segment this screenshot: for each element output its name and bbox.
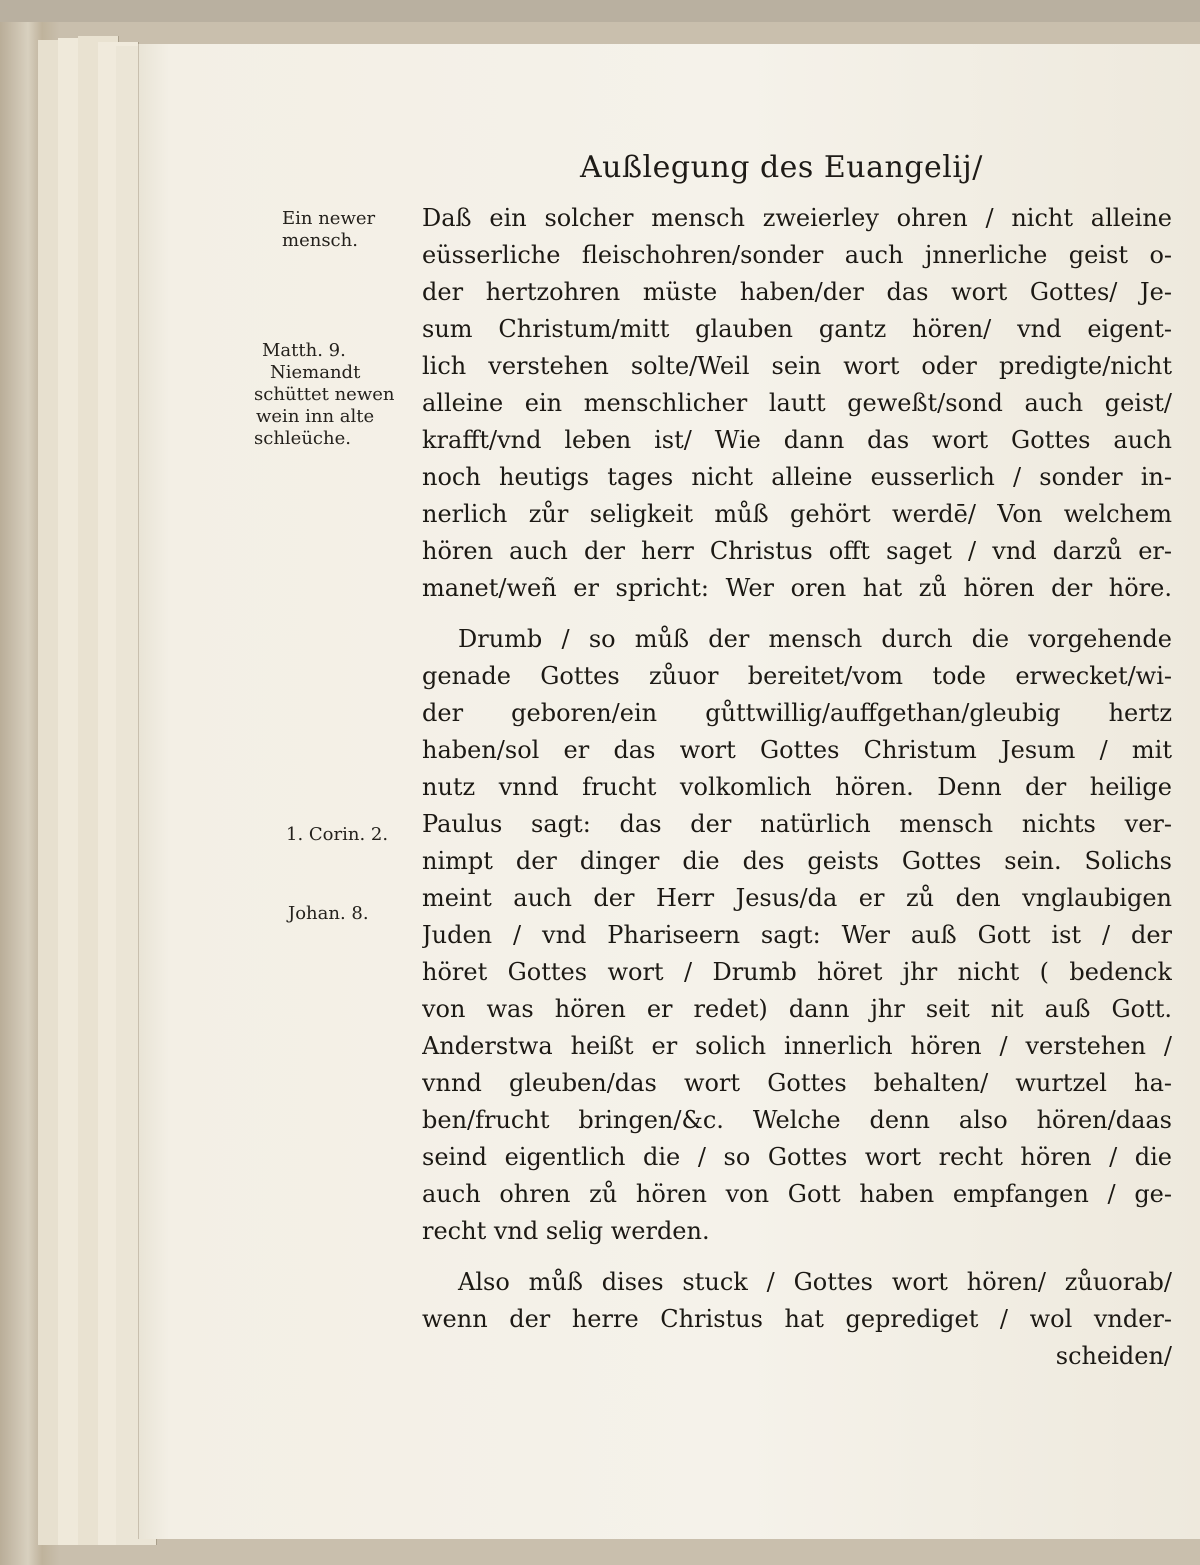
margin-note-line: Johan. 8. bbox=[288, 903, 369, 924]
text-line: nutz vnnd frucht volkomlich hören. Denn der heilige bbox=[422, 773, 1172, 801]
margin-note bbox=[282, 208, 375, 252]
margin-note-line: mensch. bbox=[282, 230, 358, 251]
text-line: eüsserliche fleischohren/sonder auch jnnerliche geist o- bbox=[422, 241, 1172, 269]
running-head: Außlegung des Euangelij/ bbox=[580, 150, 983, 185]
margin-note bbox=[286, 824, 388, 846]
margin-note-line: schüttet newen bbox=[254, 384, 395, 405]
text-line: Paulus sagt: das der natürlich mensch nichts ver- bbox=[422, 810, 1172, 838]
margin-note-line: wein inn alte bbox=[256, 406, 375, 427]
text-line: meint auch der Herr Jesus/da er zů den vnglaubigen bbox=[422, 884, 1172, 912]
margin-note-line: Matth. 9. bbox=[262, 340, 346, 361]
text-line: vnnd gleuben/das wort Gottes behalten/ wurtzel ha- bbox=[422, 1069, 1172, 1097]
text-line: alleine ein menschlicher lautt geweßt/sond auch geist/ bbox=[422, 389, 1172, 417]
margin-note bbox=[254, 340, 395, 450]
text-line: Anderstwa heißt er solich innerlich hören / verstehen / bbox=[422, 1032, 1172, 1060]
text-line: auch ohren zů hören von Gott haben empfangen / ge- bbox=[422, 1180, 1172, 1208]
paragraph bbox=[422, 621, 1172, 1250]
margin-note-line: 1. Corin. 2. bbox=[286, 824, 389, 845]
text-line: lich verstehen solte/Weil sein wort oder predigte/nicht bbox=[422, 352, 1172, 380]
text-line: seind eigentlich die / so Gottes wort recht hören / die bbox=[422, 1143, 1172, 1171]
text-line: genade Gottes zůuor bereitet/vom tode erwecket/wi- bbox=[422, 662, 1172, 690]
text-line: haben/sol er das wort Gottes Christum Jesum / mit bbox=[422, 736, 1172, 764]
text-line: Daß ein solcher mensch zweierley ohren / nicht alleine bbox=[422, 204, 1172, 232]
book-top-edge bbox=[0, 0, 1200, 22]
text-line: Also můß dises stuck / Gottes wort hören/ zůuorab/ bbox=[458, 1268, 1172, 1296]
text-line: ben/frucht bringen/&c. Welche denn also hören/daas bbox=[422, 1106, 1172, 1134]
text-line: manet/weñ er spricht: Wer oren hat zů hören der höre. bbox=[422, 574, 1172, 602]
margin-note-line: Niemandt bbox=[270, 362, 361, 383]
text-line: noch heutigs tages nicht alleine eusserlich / sonder in- bbox=[422, 463, 1172, 491]
text-line: von was hören er redet) dann jhr seit nit auß Gott. bbox=[422, 995, 1172, 1023]
catchword: scheiden/ bbox=[1055, 1342, 1172, 1370]
text-line: recht vnd selig werden. bbox=[422, 1217, 710, 1245]
margin-note-line: Ein newer bbox=[282, 208, 376, 229]
text-line: krafft/vnd leben ist/ Wie dann das wort Gottes auch bbox=[422, 426, 1172, 454]
paragraph bbox=[422, 200, 1172, 607]
text-line: hören auch der herr Christus offt saget / vnd darzů er- bbox=[422, 537, 1172, 565]
text-line: der geboren/ein gůttwillig/auffgethan/gleubig hertz bbox=[422, 699, 1172, 727]
margin-note-line: schleüche. bbox=[254, 428, 351, 449]
text-line: nerlich zůr seligkeit můß gehört werdē/ Von welchem bbox=[422, 500, 1172, 528]
text-line: wenn der herre Christus hat geprediget / wol vnder- bbox=[422, 1305, 1172, 1333]
margin-note bbox=[288, 903, 369, 925]
text-line: Juden / vnd Phariseern sagt: Wer auß Gott ist / der bbox=[422, 921, 1172, 949]
body-text bbox=[422, 200, 1172, 1375]
text-line: höret Gottes wort / Drumb höret jhr nicht ( bedenck bbox=[422, 958, 1172, 986]
text-line: nimpt der dinger die des geists Gottes sein. Solichs bbox=[422, 847, 1172, 875]
text-line: der hertzohren müste haben/der das wort Gottes/ Je- bbox=[422, 278, 1172, 306]
text-line: Drumb / so můß der mensch durch die vorgehende bbox=[458, 625, 1172, 653]
paragraph bbox=[422, 1264, 1172, 1338]
text-line: sum Christum/mitt glauben gantz hören/ vnd eigent- bbox=[422, 315, 1172, 343]
